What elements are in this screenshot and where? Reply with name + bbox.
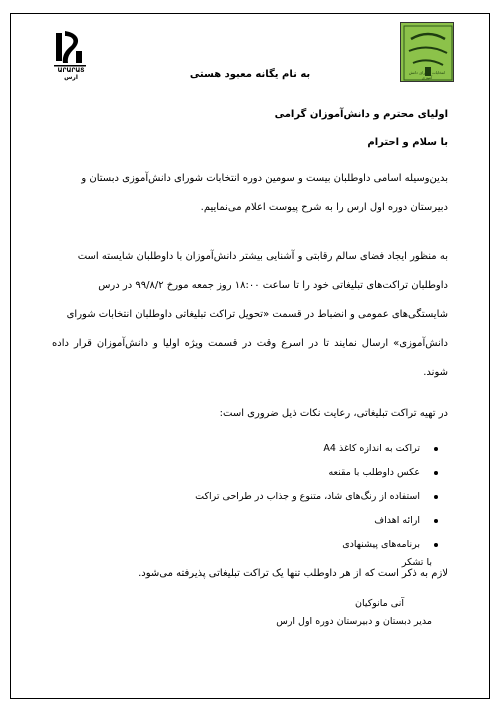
salutation: اولیای محترم و دانش‌آموزان گرامی bbox=[274, 109, 448, 120]
paragraph-2-line: دانش‌آموزی» ارسال نمایند تا در اسرع وقت در قسمت ویژه اولیا و دانش‌آموزان قرار داده شوند. bbox=[52, 338, 448, 378]
letter-body bbox=[52, 108, 448, 581]
paragraph-2 bbox=[52, 242, 448, 387]
paragraph-1-line: دبیرستان دوره اول ارس را به شرح پیوست اعلام می‌نماییم. bbox=[200, 202, 448, 213]
list-item: استفاده از رنگ‌های شاد، متنوع و جذاب در طراحی تراکت bbox=[52, 485, 430, 509]
greeting: با سلام و احترام bbox=[367, 137, 448, 148]
list-item: عکس داوطلب با مقنعه bbox=[52, 461, 430, 485]
list-item: تراکت به اندازه کاغذ A4 bbox=[52, 437, 430, 461]
page-heading: به نام یگانه معبود هستی bbox=[189, 69, 311, 80]
paragraph-2-line: به منظور ایجاد فضای سالم رقابتی و آشنایی بیشتر دانش‌آموزان با داوطلبان شایسته است bbox=[77, 251, 448, 262]
school-logo-text: ԱՐԱՐԱՏ ارس bbox=[57, 67, 85, 81]
list-item: ارائه اهداف bbox=[52, 509, 430, 533]
election-logo-text: انتخابات شورای دانش آموزی bbox=[408, 70, 446, 80]
requirements-list bbox=[52, 437, 448, 557]
list-item: برنامه‌های پیشنهادی bbox=[52, 533, 430, 557]
list-intro: در تهیه تراکت تبلیغاتی، رعایت نکات ذیل ضروری است: bbox=[219, 408, 448, 419]
paragraph-2-line: شایستگی‌های عمومی و انضباط در قسمت «تحویل تراکت تبلیغاتی داوطلبان انتخابات شورای bbox=[66, 309, 448, 320]
paragraph-1 bbox=[52, 164, 448, 222]
closing-note: لازم به ذکر است که از هر داوطلب تنها یک تراکت تبلیغاتی پذیرفته می‌شود. bbox=[138, 568, 448, 579]
thanks-text: با تشکر bbox=[401, 557, 432, 568]
signer-name: آنی مانوکیان bbox=[354, 598, 404, 609]
signer-title: مدیر دبستان و دبیرستان دوره اول ارس bbox=[276, 616, 432, 627]
paragraph-2-line: داوطلبان تراکت‌های تبلیغاتی خود را تا ساعت ۱۸:۰۰ روز جمعه مورخ ۹۹/۸/۲ در درس bbox=[98, 280, 448, 291]
paragraph-1-line: بدین‌وسیله اسامی داوطلبان بیست و سومین دوره انتخابات شورای دانش‌آموزی دبستان و bbox=[81, 173, 448, 184]
